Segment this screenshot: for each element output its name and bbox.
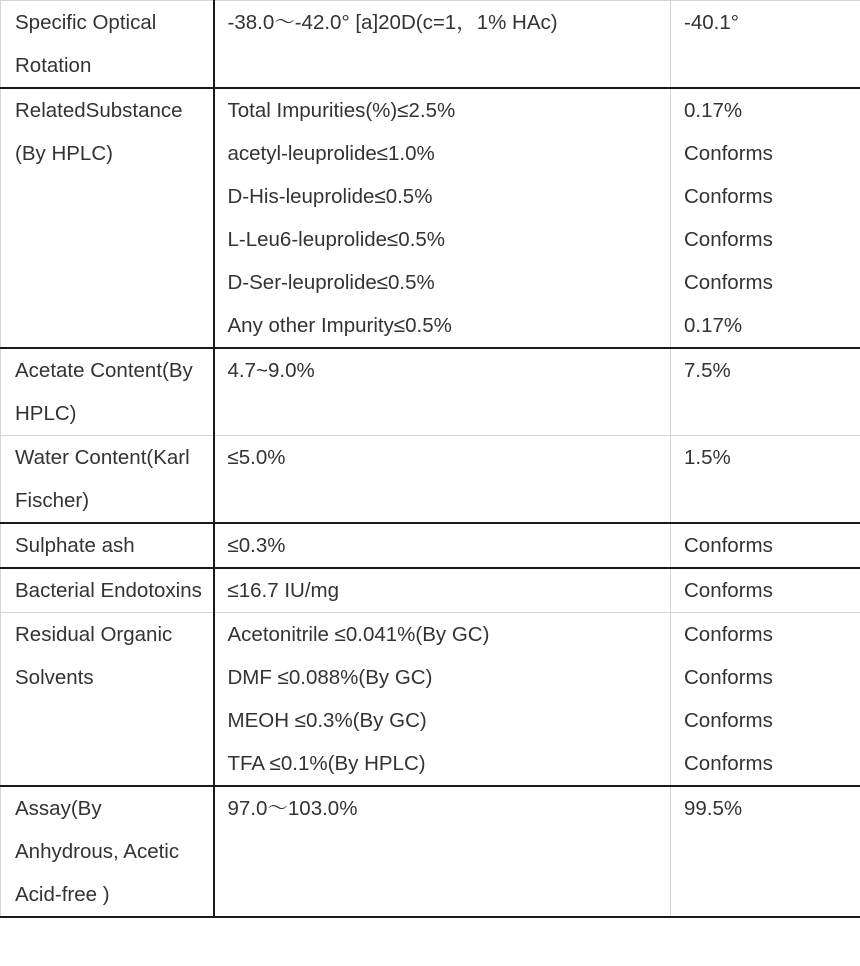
result-line: Conforms	[684, 185, 773, 208]
table-row	[1, 786, 860, 917]
table-row	[1, 348, 860, 436]
result-line: Conforms	[684, 752, 773, 775]
result-line: Conforms	[684, 534, 773, 557]
result-cell	[671, 568, 860, 613]
test-name-cell: Specific Optical Rotation	[1, 1, 214, 89]
spec-line: acetyl-leuprolide≤1.0%	[227, 142, 435, 165]
spec-line: ≤5.0%	[227, 446, 286, 469]
spec-line: ≤0.3%	[227, 534, 286, 557]
table-row	[1, 523, 860, 568]
result-line: 99.5%	[684, 797, 743, 820]
spec-line: Acetonitrile ≤0.041%(By GC)	[227, 623, 490, 646]
result-line: Conforms	[684, 271, 773, 294]
result-line: -40.1°	[684, 11, 739, 34]
specification-cell	[214, 613, 671, 787]
result-line: Conforms	[684, 228, 773, 251]
result-cell	[671, 786, 860, 917]
spec-line: L-Leu6-leuprolide≤0.5%	[227, 228, 446, 251]
result-line: Conforms	[684, 666, 773, 689]
test-name-cell: Sulphate ash	[1, 523, 214, 568]
result-line: Conforms	[684, 709, 773, 732]
spec-line: -38.0～-42.0° [a]20D(c=1，1% HAc)	[227, 11, 558, 34]
specification-cell	[214, 88, 671, 348]
result-line: Conforms	[684, 623, 773, 646]
spec-line: D-Ser-leuprolide≤0.5%	[227, 271, 435, 294]
test-name-cell: Residual Organic Solvents	[1, 613, 214, 787]
result-cell	[671, 348, 860, 436]
result-line: 0.17%	[684, 314, 743, 337]
specification-cell	[214, 436, 671, 524]
test-name-cell: Acetate Content(By HPLC)	[1, 348, 214, 436]
result-cell	[671, 613, 860, 787]
result-line: 7.5%	[684, 359, 731, 382]
spec-line: DMF ≤0.088%(By GC)	[227, 666, 433, 689]
specification-cell	[214, 348, 671, 436]
result-line: Conforms	[684, 579, 773, 602]
spec-line: TFA ≤0.1%(By HPLC)	[227, 752, 426, 775]
test-name-cell: Water Content(Karl Fischer)	[1, 436, 214, 524]
result-line: 0.17%	[684, 99, 743, 122]
result-cell	[671, 1, 860, 89]
spec-line: D-His-leuprolide≤0.5%	[227, 185, 433, 208]
test-name-cell: RelatedSubstance (By HPLC)	[1, 88, 214, 348]
spec-line: 97.0～103.0%	[227, 797, 358, 820]
result-line: Conforms	[684, 142, 773, 165]
test-name-cell: Bacterial Endotoxins	[1, 568, 214, 613]
table-row	[1, 88, 860, 348]
specification-cell	[214, 523, 671, 568]
test-name-cell: Assay(By Anhydrous, Acetic Acid-free )	[1, 786, 214, 917]
result-cell	[671, 523, 860, 568]
specification-cell	[214, 786, 671, 917]
spec-line: ≤16.7 IU/mg	[227, 579, 340, 602]
result-cell	[671, 436, 860, 524]
spec-line: Any other Impurity≤0.5%	[227, 314, 452, 337]
specification-cell	[214, 568, 671, 613]
spec-line: MEOH ≤0.3%(By GC)	[227, 709, 427, 732]
spec-line: 4.7~9.0%	[227, 359, 315, 382]
spec-line: Total Impurities(%)≤2.5%	[227, 99, 456, 122]
table-row	[1, 436, 860, 524]
specification-cell	[214, 1, 671, 89]
table-row	[1, 613, 860, 787]
result-line: 1.5%	[684, 446, 731, 469]
table-row	[1, 1, 860, 89]
table-row	[1, 568, 860, 613]
result-cell	[671, 88, 860, 348]
